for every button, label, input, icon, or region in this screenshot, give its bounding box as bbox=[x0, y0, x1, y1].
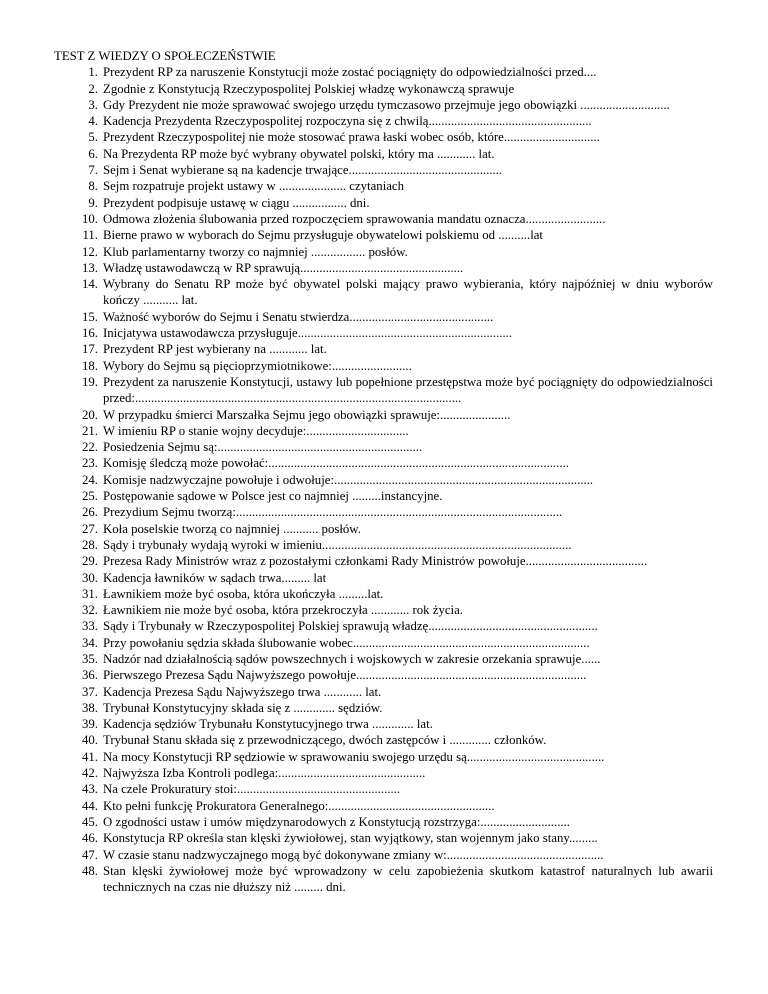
question-number: 16. bbox=[82, 326, 98, 341]
question-item bbox=[0, 700, 713, 716]
question-text: Kadencja Prezydenta Rzeczypospolitej rozpoczyna się z chwilą................................................... bbox=[103, 114, 592, 129]
question-number: 45. bbox=[82, 814, 98, 829]
question-text: Prezydent RP jest wybierany na ............ lat. bbox=[103, 342, 327, 357]
question-item bbox=[0, 423, 713, 439]
question-item bbox=[0, 455, 713, 471]
question-number: 4. bbox=[88, 114, 98, 129]
question-number: 3. bbox=[88, 97, 98, 112]
question-number: 24. bbox=[82, 472, 98, 487]
question-item bbox=[0, 374, 713, 407]
question-text: Prezesa Rady Ministrów wraz z pozostałymi członkami Rady Ministrów powołuje...................................... bbox=[103, 554, 648, 569]
question-item bbox=[0, 325, 713, 341]
question-item bbox=[0, 537, 713, 553]
question-text: Na mocy Konstytucji RP sędziowie w sprawowaniu swojego urzędu są........................................... bbox=[103, 749, 605, 764]
question-number: 14. bbox=[82, 277, 98, 292]
question-number: 29. bbox=[82, 554, 98, 569]
question-number: 25. bbox=[82, 489, 98, 504]
question-item bbox=[0, 260, 713, 276]
question-item bbox=[0, 195, 713, 211]
question-item bbox=[0, 814, 713, 830]
question-item bbox=[0, 684, 713, 700]
question-number: 31. bbox=[82, 586, 98, 601]
question-text: Na czele Prokuratury stoi:................................................... bbox=[103, 782, 401, 797]
question-item bbox=[0, 732, 713, 748]
question-number: 15. bbox=[82, 309, 98, 324]
question-text: Wybory do Sejmu są pięcioprzymiotnikowe:......................... bbox=[103, 358, 412, 373]
question-number: 30. bbox=[82, 570, 98, 585]
question-text: Gdy Prezydent nie może sprawować swojego urzędu tymczasowo przejmuje jego obowiązki ............................ bbox=[103, 97, 670, 112]
question-text: W przypadku śmierci Marszałka Sejmu jego obowiązki sprawuje:...................... bbox=[103, 407, 511, 422]
question-item bbox=[0, 798, 713, 814]
question-text: Ważność wyborów do Sejmu i Senatu stwierdza............................................. bbox=[103, 309, 494, 324]
question-item bbox=[0, 504, 713, 520]
question-text: Posiedzenia Sejmu są:................................................................ bbox=[103, 440, 423, 455]
question-item bbox=[0, 472, 713, 488]
question-text: Ławnikiem może być osoba, która ukończyła .........lat. bbox=[103, 586, 384, 601]
question-number: 33. bbox=[82, 619, 98, 634]
question-text: Prezydent za naruszenie Konstytucji, ustawy lub popełnione przestępstwa może być pociągnięty do odpowiedzialności przed:...................................................................................................... bbox=[103, 374, 713, 406]
question-text: Kadencja ławników w sądach trwa......... lat bbox=[103, 570, 327, 585]
question-item bbox=[0, 863, 713, 896]
question-text: Przy powołaniu sędzia składa ślubowanie wobec.......................................................................... bbox=[103, 635, 590, 650]
question-number: 34. bbox=[82, 635, 98, 650]
question-number: 22. bbox=[82, 440, 98, 455]
question-text: Wybrany do Senatu RP może być obywatel polski mający prawo wybierania, który najpóźniej w dniu wyborów kończy ........... lat. bbox=[103, 277, 713, 308]
question-text: Prezydent podpisuje ustawę w ciągu ................. dni. bbox=[103, 195, 370, 210]
question-number: 28. bbox=[82, 537, 98, 552]
question-number: 18. bbox=[82, 358, 98, 373]
question-number: 36. bbox=[82, 668, 98, 683]
question-number: 2. bbox=[88, 81, 98, 96]
question-item bbox=[0, 129, 713, 145]
question-item bbox=[0, 716, 713, 732]
question-item bbox=[0, 635, 713, 651]
question-item bbox=[0, 407, 713, 423]
question-item bbox=[0, 781, 713, 797]
question-text: Trybunał Konstytucyjny składa się z ............. sędziów. bbox=[103, 700, 383, 715]
question-text: Najwyższa Izba Kontroli podlega:.............................................. bbox=[103, 766, 426, 781]
question-item bbox=[0, 81, 713, 97]
question-text: Sejm rozpatruje projekt ustawy w ..................... czytaniach bbox=[103, 179, 405, 194]
question-text: Inicjatywa ustawodawcza przysługuje................................................................... bbox=[103, 326, 513, 341]
question-number: 27. bbox=[82, 521, 98, 536]
question-number: 8. bbox=[88, 179, 98, 194]
question-number: 17. bbox=[82, 342, 98, 357]
question-item bbox=[0, 765, 713, 781]
question-text: O zgodności ustaw i umów międzynarodowych z Konstytucją rozstrzyga:............................ bbox=[103, 814, 570, 829]
question-number: 23. bbox=[82, 456, 98, 471]
question-text: Zgodnie z Konstytucją Rzeczypospolitej Polskiej władzę wykonawczą sprawuje bbox=[103, 81, 515, 96]
question-text: Trybunał Stanu składa się z przewodniczącego, dwóch zastępców i ............. członków. bbox=[103, 733, 547, 748]
question-number: 7. bbox=[88, 163, 98, 178]
question-item bbox=[0, 570, 713, 586]
question-number: 32. bbox=[82, 603, 98, 618]
question-text: Klub parlamentarny tworzy co najmniej ................. posłów. bbox=[103, 244, 408, 259]
question-number: 20. bbox=[82, 407, 98, 422]
question-number: 42. bbox=[82, 766, 98, 781]
question-text: Stan klęski żywiołowej może być wprowadzony w celu zapobieżenia skutkom katastrof naturalnych lub awarii technicznych na czas nie dłuższy niż ......... dni. bbox=[103, 863, 713, 895]
question-item bbox=[0, 847, 713, 863]
question-item bbox=[0, 113, 713, 129]
question-item bbox=[0, 358, 713, 374]
question-number: 5. bbox=[88, 130, 98, 145]
question-text: Sądy i trybunały wydają wyroki w imieniu.............................................................................. bbox=[103, 537, 572, 552]
question-item bbox=[0, 162, 713, 178]
question-text: Sejm i Senat wybierane są na kadencje trwające................................................ bbox=[103, 163, 503, 178]
question-number: 13. bbox=[82, 260, 98, 275]
question-number: 39. bbox=[82, 717, 98, 732]
question-item bbox=[0, 651, 713, 667]
question-text: Na Prezydenta RP może być wybrany obywatel polski, który ma ............ lat. bbox=[103, 146, 495, 161]
question-number: 40. bbox=[82, 733, 98, 748]
question-number: 35. bbox=[82, 651, 98, 666]
question-number: 48. bbox=[82, 863, 98, 878]
question-item bbox=[0, 749, 713, 765]
question-text: W imieniu RP o stanie wojny decyduje:................................ bbox=[103, 423, 409, 438]
question-item bbox=[0, 211, 713, 227]
question-item bbox=[0, 64, 713, 80]
question-number: 6. bbox=[88, 146, 98, 161]
question-number: 21. bbox=[82, 423, 98, 438]
question-text: Władzę ustawodawczą w RP sprawują................................................... bbox=[103, 260, 464, 275]
question-text: Odmowa złożenia ślubowania przed rozpoczęciem sprawowania mandatu oznacza......................... bbox=[103, 211, 606, 226]
question-text: Bierne prawo w wyborach do Sejmu przysługuje obywatelowi polskiemu od ..........lat bbox=[103, 228, 543, 243]
question-number: 12. bbox=[82, 244, 98, 259]
question-text: Prezydent RP za naruszenie Konstytucji może zostać pociągnięty do odpowiedzialności przed.... bbox=[103, 65, 597, 80]
question-text: Kadencja Prezesa Sądu Najwyższego trwa ............ lat. bbox=[103, 684, 382, 699]
question-number: 43. bbox=[82, 782, 98, 797]
question-item bbox=[0, 667, 713, 683]
question-number: 11. bbox=[82, 228, 98, 243]
question-text: Kto pełni funkcję Prokuratora Generalnego:.................................................... bbox=[103, 798, 495, 813]
question-number: 44. bbox=[82, 798, 98, 813]
question-number: 10. bbox=[82, 211, 98, 226]
question-item bbox=[0, 439, 713, 455]
question-text: Komisje nadzwyczajne powołuje i odwołuje:................................................................................. bbox=[103, 472, 594, 487]
question-item bbox=[0, 244, 713, 260]
question-number: 26. bbox=[82, 505, 98, 520]
question-number: 47. bbox=[82, 847, 98, 862]
question-item bbox=[0, 488, 713, 504]
document-title: TEST Z WIEDZY O SPOŁECZEŃSTWIE bbox=[54, 49, 276, 63]
question-number: 46. bbox=[82, 831, 98, 846]
question-item bbox=[0, 276, 713, 309]
question-number: 38. bbox=[82, 700, 98, 715]
question-number: 1. bbox=[88, 65, 98, 80]
question-text: Prezydent Rzeczypospolitej nie może stosować prawa łaski wobec osób, które.............................. bbox=[103, 130, 600, 145]
question-list bbox=[0, 64, 768, 895]
question-text: Nadzór nad działalnością sądów powszechnych i wojskowych w zakresie orzekania sprawuje...... bbox=[103, 651, 601, 666]
question-text: Komisję śledczą może powołać:.............................................................................................. bbox=[103, 456, 569, 471]
question-item bbox=[0, 341, 713, 357]
question-text: Pierwszego Prezesa Sądu Najwyższego powołuje........................................................................ bbox=[103, 668, 587, 683]
question-item bbox=[0, 830, 713, 846]
question-number: 19. bbox=[82, 374, 98, 389]
question-item bbox=[0, 227, 713, 243]
question-number: 41. bbox=[82, 749, 98, 764]
question-item bbox=[0, 178, 713, 194]
question-text: Konstytucja RP określa stan klęski żywiołowej, stan wyjątkowy, stan wojennym jako stany......... bbox=[103, 831, 598, 846]
question-text: Prezydium Sejmu tworzą:...................................................................................................... bbox=[103, 505, 563, 520]
question-number: 9. bbox=[88, 195, 98, 210]
question-item bbox=[0, 97, 713, 113]
question-text: Postępowanie sądowe w Polsce jest co najmniej .........instancyjne. bbox=[103, 489, 443, 504]
question-item bbox=[0, 146, 713, 162]
question-text: Koła poselskie tworzą co najmniej ........... posłów. bbox=[103, 521, 361, 536]
question-item bbox=[0, 586, 713, 602]
question-number: 37. bbox=[82, 684, 98, 699]
question-text: W czasie stanu nadzwyczajnego mogą być dokonywane zmiany w:................................................. bbox=[103, 847, 604, 862]
question-item bbox=[0, 521, 713, 537]
question-item bbox=[0, 309, 713, 325]
question-item bbox=[0, 553, 713, 569]
question-text: Ławnikiem nie może być osoba, która przekroczyła ............ rok życia. bbox=[103, 603, 463, 618]
question-item bbox=[0, 618, 713, 634]
question-text: Sądy i Trybunały w Rzeczypospolitej Polskiej sprawują władzę..................................................... bbox=[103, 619, 598, 634]
question-item bbox=[0, 602, 713, 618]
question-text: Kadencja sędziów Trybunału Konstytucyjnego trwa ............. lat. bbox=[103, 717, 433, 732]
